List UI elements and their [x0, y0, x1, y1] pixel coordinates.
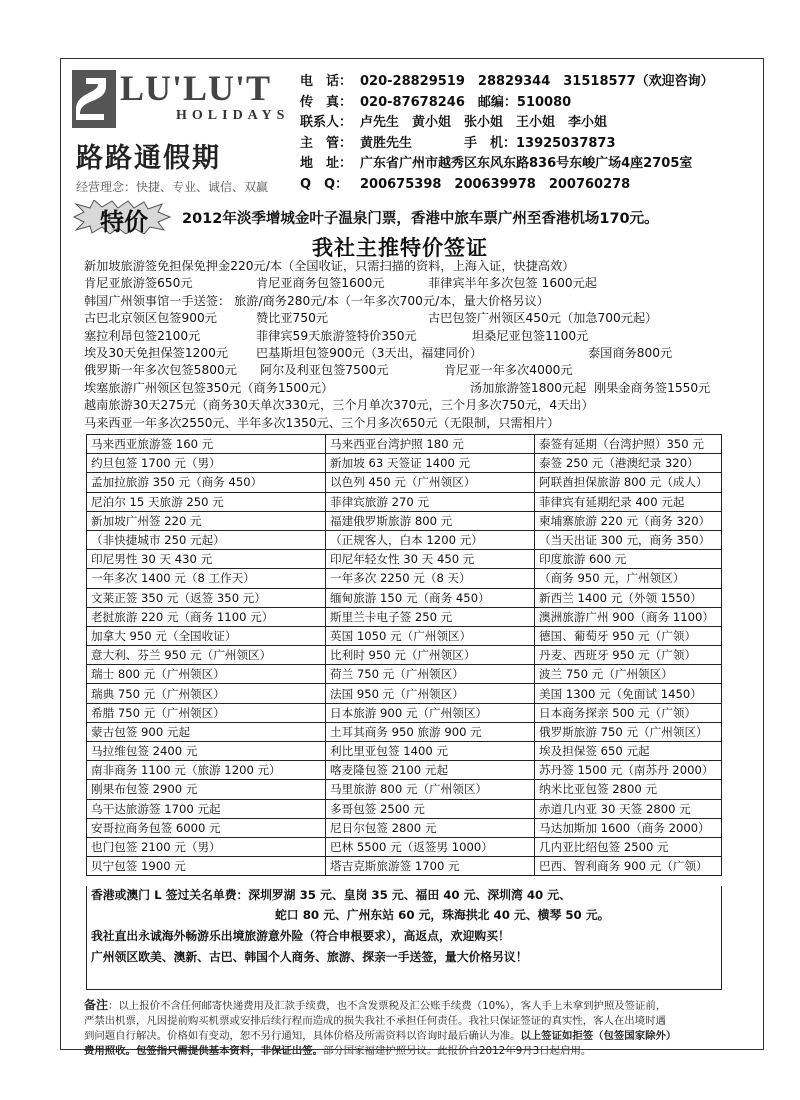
price-item: 汤加旅游签1800元起 — [470, 380, 587, 395]
price-line — [84, 293, 774, 310]
price-line — [84, 380, 774, 397]
brand-chinese: 路路通假期 — [76, 143, 221, 174]
contact-label: 电 话： — [300, 74, 353, 89]
logo-mark-icon — [72, 70, 116, 128]
table-cell: 乌干达旅游签 1700 元起 — [87, 799, 326, 818]
contact-value: 200675398 200639978 200760278 — [360, 176, 631, 192]
table-cell: 马达加斯加 1600（商务 2000） — [535, 818, 722, 837]
price-line — [84, 328, 774, 345]
table-row — [87, 588, 722, 607]
table-cell: 南非商务 1100 元（旅游 1200 元） — [87, 761, 326, 780]
price-item: 巴基斯坦包签900元（3天出，福建同价） — [256, 345, 483, 360]
table-cell: 福建俄罗斯旅游 800 元 — [326, 511, 535, 530]
table-cell: 澳洲旅游广州 900（商务 1100） — [535, 607, 722, 626]
contact-label: 主 管： — [300, 135, 353, 151]
table-cell: 加拿大 950 元（全国收证） — [87, 626, 326, 645]
table-row — [87, 857, 722, 876]
table-cell: 印尼年轻女性 30 天 450 元 — [326, 550, 535, 569]
contact-value: 020-87678246 邮编：510080 — [360, 94, 572, 110]
table-cell: 约旦包签 1700 元（男） — [87, 454, 326, 473]
table-cell: 利比里亚包签 1400 元 — [326, 742, 535, 761]
table-cell: 塔吉克斯旅游签 1700 元 — [326, 857, 535, 876]
table-row — [87, 492, 722, 511]
notice-line: 我社直出永诚海外畅游乐出境旅游意外险（符合申根要求），高返点，欢迎购买！ — [91, 929, 510, 943]
price-item: 肯尼亚商务包签1600元 — [256, 276, 385, 291]
price-item: 塞拉利昂包签2100元 — [84, 328, 201, 343]
table-cell: 也门包签 2100 元（男） — [87, 837, 326, 856]
promo-badge: 特价 — [100, 207, 148, 236]
table-cell: 菲律宾有延期纪录 400 元起 — [535, 492, 722, 511]
brand-name: LU'LU'T — [120, 68, 272, 108]
price-line — [84, 258, 774, 275]
contact-info — [300, 72, 760, 195]
table-row — [87, 626, 722, 645]
table-cell: 文莱正签 350 元（返签 350 元） — [87, 588, 326, 607]
table-row — [87, 742, 722, 761]
table-row — [87, 530, 722, 549]
table-cell: 纳米比亚包签 2800 元 — [535, 780, 722, 799]
price-item: 古巴包签广州领区450元（加急700元起） — [428, 311, 658, 326]
table-cell: 新加坡广州签 220 元 — [87, 511, 326, 530]
brand-sub: HOLIDAYS — [176, 108, 290, 123]
price-line — [84, 310, 774, 327]
table-cell: 几内亚比绍包签 2500 元 — [535, 837, 722, 856]
table-cell: 马来西亚台湾护照 180 元 — [326, 435, 535, 454]
table-cell: 埃及担保签 650 元起 — [535, 742, 722, 761]
table-cell: 安哥拉商务包签 6000 元 — [87, 818, 326, 837]
contact-value: 广东省广州市越秀区东风东路836号东峻广场4座2705室 — [360, 156, 693, 171]
table-cell: 老挝旅游 220 元（商务 1100 元） — [87, 607, 326, 626]
table-cell: 美国 1300 元（免面试 1450） — [535, 684, 722, 703]
table-cell: 马里旅游 800 元（广州领区） — [326, 780, 535, 799]
table-cell: 泰签 250 元（港澳纪录 320） — [535, 454, 722, 473]
table-cell: 喀麦隆包签 2100 元起 — [326, 761, 535, 780]
table-cell: 柬埔寨旅游 220 元（商务 320） — [535, 511, 722, 530]
table-row — [87, 818, 722, 837]
table-row — [87, 646, 722, 665]
table-row — [87, 473, 722, 492]
table-cell: 一年多次 2250 元（8 天） — [326, 569, 535, 588]
contact-label: 传 真： — [300, 94, 353, 110]
price-item: 韩国广州领事馆一手送签： 旅游/商务280元/本（一年多次700元/本，量大价格另议） — [84, 293, 549, 308]
table-cell: 印尼男性 30 天 430 元 — [87, 550, 326, 569]
remark-emphasis: 费用照收。包签指只需提供基本资料，非保证出签。 — [84, 1045, 323, 1057]
table-cell: 印度旅游 600 元 — [535, 550, 722, 569]
business-slogan: 经营理念：快捷、专业、诚信、双赢 — [76, 180, 269, 194]
price-item: 越南旅游30天275元（商务30天单次330元，三个月单次370元，三个月多次750元，4天出） — [84, 398, 594, 413]
table-cell: 英国 1050 元（广州领区） — [326, 626, 535, 645]
price-item: 菲律宾半年多次包签 1600元起 — [428, 276, 597, 291]
remark-line: ：以上报价不含任何邮寄快递费用及汇款手续费，也不含发票税及汇公账手续费（10%），客人手上未拿到护照及签证前， — [108, 1000, 667, 1012]
price-item: 古巴北京领区包签900元 — [84, 311, 217, 326]
price-line — [84, 362, 774, 379]
notice-box — [86, 886, 722, 990]
price-item: 肯尼亚旅游签650元 — [84, 276, 193, 291]
table-row — [87, 703, 722, 722]
price-item: 泰国商务800元 — [588, 345, 673, 360]
table-row — [87, 684, 722, 703]
contact-value: 卢先生 黄小姐 张小姐 王小姐 李小姐 — [360, 115, 608, 130]
table-cell: 新加坡 63 天签证 1400 元 — [326, 454, 535, 473]
table-cell: 日本商务探亲 500 元（广领） — [535, 703, 722, 722]
table-cell: （商务 950 元，广州领区） — [535, 569, 722, 588]
table-row — [87, 435, 722, 454]
table-cell: （非快捷城市 250 元起） — [87, 530, 326, 549]
price-item: 坦桑尼亚包签1100元 — [472, 328, 589, 343]
page-title: 我社主推特价签证 — [312, 235, 488, 260]
price-line — [84, 275, 774, 292]
table-cell: 一年多次 1400 元（8 工作天） — [87, 569, 326, 588]
price-line — [84, 397, 774, 414]
table-cell: 巴林 5500 元（返签男 1000） — [326, 837, 535, 856]
table-cell: （当天出证 300 元，商务 350） — [535, 530, 722, 549]
table-cell: 多哥包签 2500 元 — [326, 799, 535, 818]
table-cell: 赤道几内亚 30 天签 2800 元 — [535, 799, 722, 818]
table-row — [87, 607, 722, 626]
price-line — [84, 345, 774, 362]
table-cell: 波兰 750 元（广州领区） — [535, 665, 722, 684]
table-cell: 瑞典 750 元（广州领区） — [87, 684, 326, 703]
table-cell: 日本旅游 900 元（广州领区） — [326, 703, 535, 722]
contact-value: 黄胜先生 手 机：13925037873 — [360, 135, 616, 151]
table-cell: 意大利、芬兰 950 元（广州领区） — [87, 646, 326, 665]
table-row — [87, 511, 722, 530]
contact-label: 地 址： — [300, 156, 353, 171]
table-cell: 瑞士 800 元（广州领区） — [87, 665, 326, 684]
table-cell: 缅甸旅游 150 元（商务 450） — [326, 588, 535, 607]
price-item: 俄罗斯一年多次包签5800元 — [84, 363, 237, 378]
table-cell: 荷兰 750 元（广州领区） — [326, 665, 535, 684]
remark-line: 部分国家福建护照另议。此报价自2012年9月3日起启用。 — [322, 1045, 592, 1057]
price-item: 菲律宾59天旅游签特价350元 — [256, 328, 417, 343]
company-logo — [72, 68, 290, 198]
price-item: 埃塞旅游广州领区包签350元（商务1500元） — [84, 380, 334, 395]
visa-price-lines — [84, 258, 774, 432]
table-cell: 贝宁包签 1900 元 — [87, 857, 326, 876]
contact-value: 020-28829519 28829344 31518577（欢迎咨询） — [360, 74, 714, 89]
table-cell: 土耳其商务 950 旅游 900 元 — [326, 722, 535, 741]
table-cell: 苏丹签 1500 元（南苏丹 2000） — [535, 761, 722, 780]
table-row — [87, 569, 722, 588]
remark-line: 到问题自行解决。价格如有变动，恕不另行通知，具体价格及所需资料以咨询时最后确认为准。 — [84, 1030, 521, 1042]
table-cell: 比利时 950 元（广州领区） — [326, 646, 535, 665]
table-cell: 丹麦、西班牙 950 元（广领） — [535, 646, 722, 665]
contact-row — [300, 113, 760, 134]
table-cell: 蒙古包签 900 元起 — [87, 722, 326, 741]
table-row — [87, 780, 722, 799]
price-item: 赞比亚750元 — [256, 311, 329, 326]
table-row — [87, 799, 722, 818]
contact-row — [300, 134, 760, 155]
table-cell: 新西兰 1400 元（外领 1550） — [535, 588, 722, 607]
table-cell: （正规客人，白本 1200 元） — [326, 530, 535, 549]
price-item: 马来西亚一年多次2550元、半年多次1350元、三个月多次650元（无限制，只需相片） — [84, 415, 560, 430]
table-cell: 俄罗斯旅游 750 元（广州领区） — [535, 722, 722, 741]
visa-price-table — [86, 434, 722, 876]
table-row — [87, 454, 722, 473]
table-row — [87, 550, 722, 569]
table-cell: 德国、葡萄牙 950 元（广领） — [535, 626, 722, 645]
notice-line: 蛇口 80 元、广州东站 60 元，珠海拱北 40 元、横琴 50 元。 — [275, 907, 610, 922]
table-cell: 刚果布包签 2900 元 — [87, 780, 326, 799]
table-row — [87, 837, 722, 856]
contact-label: 联系人： — [300, 115, 353, 130]
table-cell: 斯里兰卡电子签 250 元 — [326, 607, 535, 626]
remark-line: 严禁出机票，凡因提前购买机票或安排后续行程而造成的损失我社不承担任何责任。我社只保证签证的真实性，客人在出境时遇 — [84, 1015, 666, 1027]
contact-row — [300, 93, 760, 114]
price-item: 阿尔及利亚包签7500元 — [260, 363, 389, 378]
remark-emphasis: 以上签证如拒签（包签国家除外） — [520, 1030, 677, 1042]
price-item: 肯尼亚一年多次4000元 — [444, 363, 573, 378]
table-row — [87, 665, 722, 684]
remark-label: 备注 — [84, 998, 109, 1012]
contact-row — [300, 154, 760, 175]
notice-line: 香港或澳门 L 签过关名单费：深圳罗湖 35 元、皇岗 35 元、福田 40 元、深圳湾 40 元、 — [91, 888, 571, 902]
table-row — [87, 722, 722, 741]
table-cell: 尼泊尔 15 天旅游 250 元 — [87, 492, 326, 511]
table-cell: 法国 950 元（广州领区） — [326, 684, 535, 703]
table-row — [87, 761, 722, 780]
table-cell: 马来西亚旅游签 160 元 — [87, 435, 326, 454]
table-cell: 孟加拉旅游 350 元（商务 450） — [87, 473, 326, 492]
promo-text: 2012年淡季增城金叶子温泉门票，香港中旅车票广州至香港机场170元。 — [182, 211, 659, 227]
contact-row — [300, 175, 760, 196]
table-cell: 尼日尔包签 2800 元 — [326, 818, 535, 837]
contact-label: Q Q： — [300, 176, 349, 192]
table-cell: 马拉维包签 2400 元 — [87, 742, 326, 761]
price-item: 新加坡旅游签免担保免押金220元/本（全国收证，只需扫描的资料，上海入证，快捷高效） — [84, 259, 575, 273]
promo-banner — [72, 200, 772, 234]
table-cell: 菲律宾旅游 270 元 — [326, 492, 535, 511]
notice-line: 广州领区欧美、澳新、古巴、韩国个人商务、旅游、探亲一手送签，量大价格另议！ — [91, 950, 528, 964]
table-cell: 阿联酋担保旅游 800 元（成人） — [535, 473, 722, 492]
table-cell: 以色列 450 元（广州领区） — [326, 473, 535, 492]
price-item: 刚果金商务签1550元 — [594, 380, 711, 395]
price-item: 埃及30天免担保签1200元 — [84, 345, 229, 360]
price-line — [84, 415, 774, 432]
table-cell: 希腊 750 元（广州领区） — [87, 703, 326, 722]
table-cell: 巴西、智利商务 900 元（广领） — [535, 857, 722, 876]
remarks — [84, 998, 724, 1059]
table-cell: 泰签有延期（台湾护照）350 元 — [535, 435, 722, 454]
contact-row — [300, 72, 760, 93]
